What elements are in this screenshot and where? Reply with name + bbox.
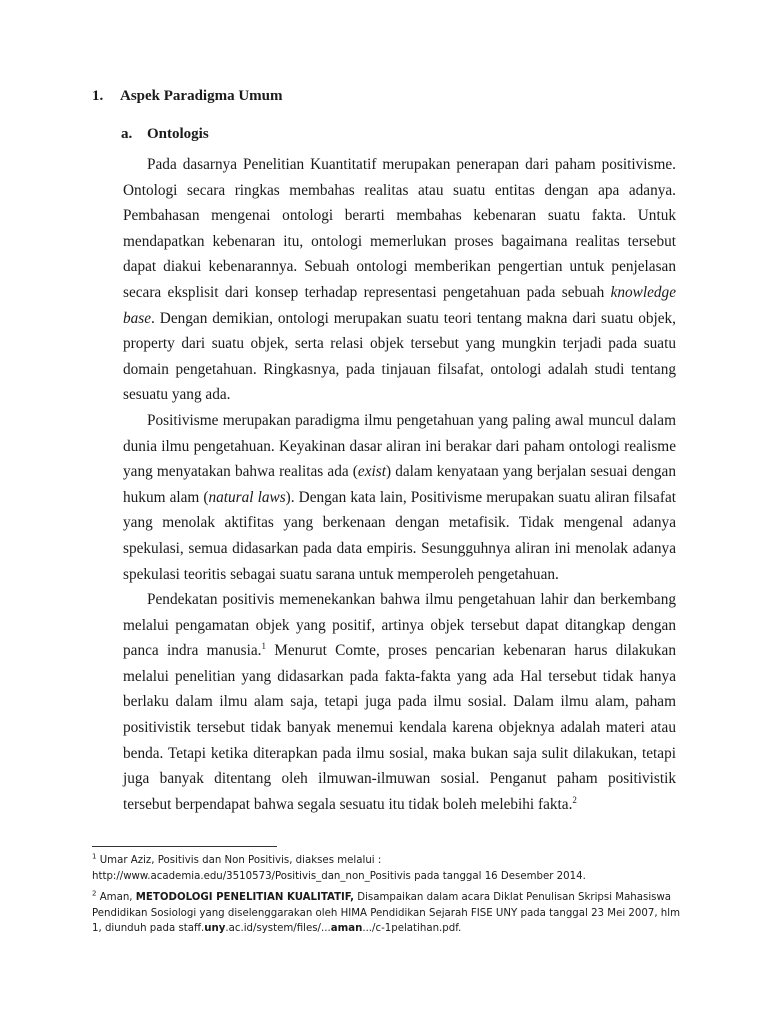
subsection-title: Ontologis xyxy=(147,126,209,142)
subsection-number: a. xyxy=(121,126,133,142)
footnote-reference[interactable]: 1 xyxy=(261,641,266,652)
text-run: ). Dengan kata lain, Positivisme merupakan suatu aliran filsafat yang menolak aktifitas yang berkenaan dengan metafisik. Tidak mengenal adanya spekulasi, semua didasarkan pada data empiris. Sesungguhnya aliran ini menolak adanya spekulasi teoritis sebagai suatu sarana untuk memperoleh pengetahuan. xyxy=(123,488,676,583)
text-run: ) dalam kenyataan yang berjalan sesuai dengan hukum alam ( xyxy=(123,463,676,506)
footnote-text: Umar Aziz, Positivis dan Non Positivis, diakses melalui : http://www.academia.edu/3510573/Positivis_dan_non_Positivis pada tanggal 16 Desember 2014. xyxy=(92,855,586,882)
italic-term: natural laws xyxy=(208,488,286,506)
italic-term: knowledge base xyxy=(123,283,676,327)
text-run: Positivisme merupakan paradigma ilmu pengetahuan yang paling awal muncul dalam dunia ilmu pengetahuan. Keyakinan dasar aliran ini berakar dari paham ontologi realisme yang menyatakan bahwa realitas ada ( xyxy=(123,411,676,481)
footnote-1 xyxy=(92,853,682,884)
text-run: . Dengan demikian, ontologi merupakan suatu teori tentang makna dari suatu objek, property dari suatu objek, serta relasi objek tersebut yang mungkin terjadi pada suatu domain pengetahuan. Ringkasnya, pada tinjauan filsafat, ontologi adalah studi tentang sesuatu yang ada. xyxy=(123,309,676,404)
footnote-2 xyxy=(92,890,682,937)
italic-term: exist xyxy=(357,463,386,481)
footnote-bold-title: METODOLOGI PENELITIAN KUALITATIF, xyxy=(135,892,355,903)
footnote-mark: 1 xyxy=(92,852,97,861)
paragraph-pendekatan xyxy=(123,587,676,817)
body-text xyxy=(123,152,676,817)
section-number: 1. xyxy=(92,88,104,104)
footnote-text: Aman, xyxy=(96,892,136,903)
footnote-bold-term: aman xyxy=(330,923,363,934)
footnotes xyxy=(92,853,682,943)
text-run: Menurut Comte, proses pencarian kebenaran harus dilakukan melalui penelitian yang didasarkan pada fakta-fakta yang ada Hal tersebut tidak hanya berlaku dalam ilmu alam saja, tetapi juga pada ilmu sosial. Dalam ilmu alam, paham positivistik tersebut tidak banyak menemui kendala karena objeknya adalah materi atau benda. Tetapi ketika diterapkan pada ilmu sosial, maka bukan saja sulit dilakukan, tetapi juga banyak ditentang oleh ilmuwan-ilmuwan sosial. Penganut paham positivistik tersebut berpendapat bahwa segala sesuatu itu tidak boleh melebihi fakta. xyxy=(123,642,676,813)
footnote-bold-term: uny xyxy=(204,923,226,934)
paragraph-positivisme xyxy=(123,408,676,587)
footnote-text: Disampaikan dalam acara Diklat Penulisan Skripsi Mahasiswa Pendidikan Sosiologi yang diselenggarakan oleh HIMA Pendidikan Sejarah FISE UNY pada tanggal 23 Mei 2007, hlm 1, diunduh pada staff. xyxy=(92,892,681,934)
footnote-separator xyxy=(92,846,277,847)
section-heading xyxy=(92,86,283,106)
footnote-text: .../c-1pelatihan.pdf. xyxy=(362,923,462,934)
text-run: Pada dasarnya Penelitian Kuantitatif merupakan penerapan dari paham positivisme. Ontologi secara ringkas membahas realitas atau suatu entitas dengan apa adanya. Pembahasan mengenai ontologi berarti membahas kebenaran suatu fakta. Untuk mendapatkan kebenaran itu, ontologi memerlukan proses bagaimana realitas tersebut dapat diakui kebenarannya. Sebuah ontologi memberikan pengertian untuk penjelasan secara eksplisit dari konsep terhadap representasi pengetahuan pada sebuah xyxy=(123,156,676,301)
subsection-heading xyxy=(121,124,209,144)
footnote-mark: 2 xyxy=(92,889,97,898)
footnote-text: .ac.id/system/files/... xyxy=(225,923,331,934)
footnote-reference[interactable]: 2 xyxy=(572,794,577,805)
section-title: Aspek Paradigma Umum xyxy=(120,88,283,104)
text-run: Pendekatan positivis memenekankan bahwa ilmu pengetahuan lahir dan berkembang melalui pengamatan objek yang positif, artinya objek tersebut dapat ditangkap dengan panca indra manusia. xyxy=(123,591,676,660)
paragraph-ontologi xyxy=(123,152,676,408)
